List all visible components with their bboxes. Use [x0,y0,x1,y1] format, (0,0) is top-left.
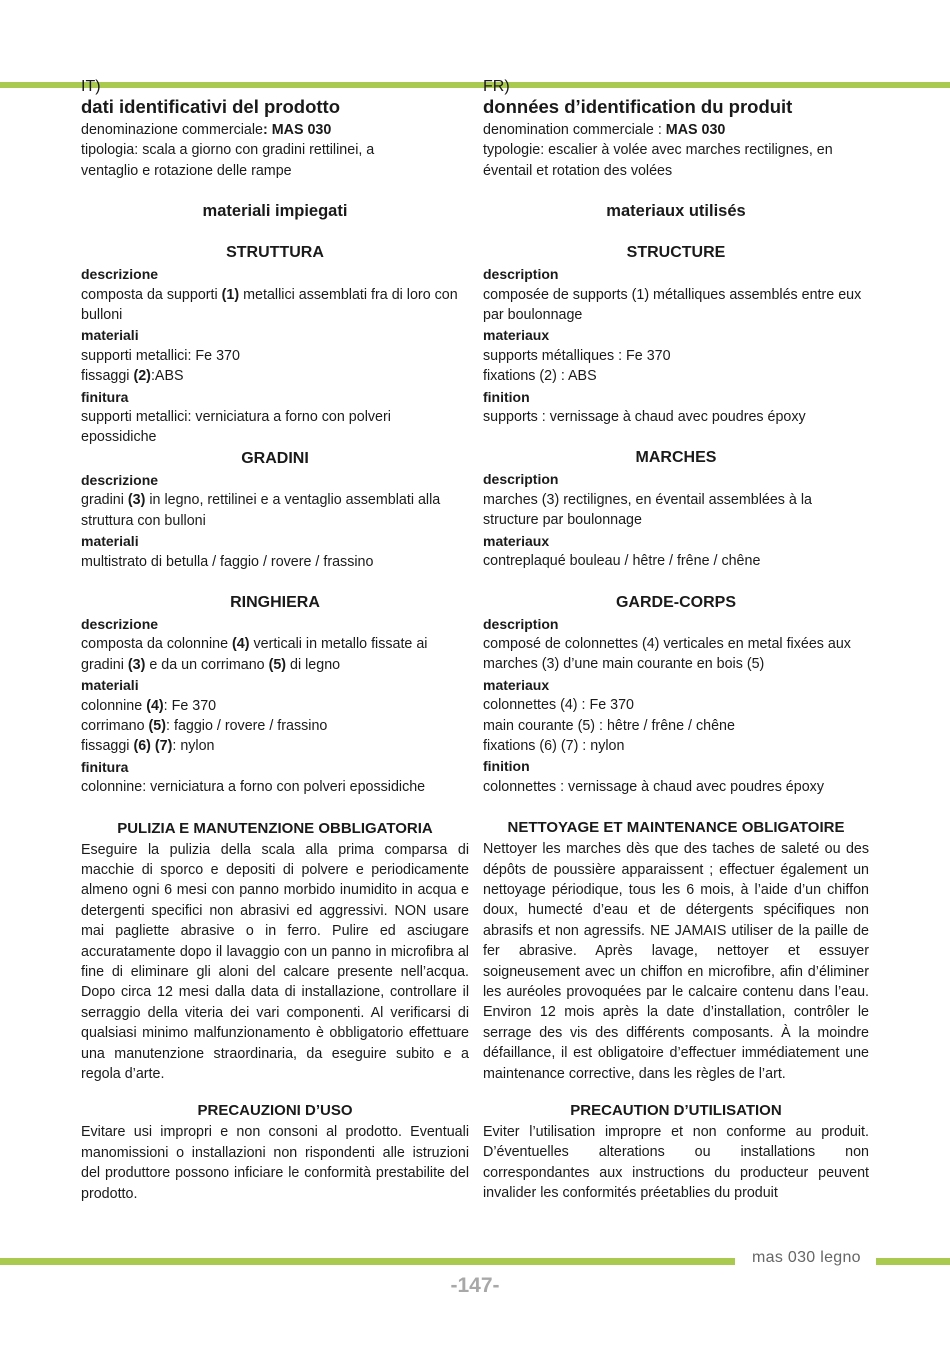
structure-mat-label-it: materiali [81,327,139,344]
railing-fin-1-fr: colonnettes : vernissage à chaud avec poudres époxy [483,778,824,795]
railing-desc-label-it: descrizione [81,615,159,632]
structure-mat-2-it: fissaggi (2):ABS [81,368,184,385]
structure-mat-label-fr: materiaux [483,327,550,344]
materials-heading-it: materiali impiegati [202,202,348,221]
bottom-accent-bar-left [0,1258,735,1265]
commercial-name-it: denominazione commerciale: MAS 030 [81,122,332,138]
steps-mat-label-it: materiali [81,533,139,550]
structure-mat-1-fr: supports métalliques : Fe 370 [483,347,671,364]
structure-desc-label-it: descrizione [81,266,159,283]
steps-mat-label-fr: materiaux [483,532,550,549]
type-line-1-it: tipologia: scala a giorno con gradini rettilinei, a [81,142,375,159]
precautions-heading-fr: PRECAUTION D’UTILISATION [570,1102,782,1120]
railing-mat-2-fr: main courante (5) : hêtre / frêne / chêne [483,717,735,734]
steps-heading-fr: MARCHES [635,449,717,467]
railing-mat-label-fr: materiaux [483,676,550,693]
structure-desc-fr: composée de supports (1) métalliques assemblés entre eux par boulonnage [483,286,862,324]
railing-mat-3-it: fissaggi (6) (7): nylon [81,738,215,755]
structure-fin-1-fr: supports : vernissage à chaud avec poudres époxy [483,409,806,426]
product-id-title-fr: données d’identification du produit [483,96,793,117]
precautions-text-it: Evitare usi impropri e non consoni al prodotto. Eventuali manomissioni o installazioni non rispondenti alle istruzioni del produttore possono inficiare le conformità prestabilite del prodotto. [81,1124,469,1202]
railing-mat-1-it: colonnine (4): Fe 370 [81,697,217,714]
structure-desc-label-fr: description [483,266,559,283]
structure-mat-1-it: supporti metallici: Fe 370 [81,347,240,364]
railing-desc-fr: composé de colonnettes (4) verticales en metal fixées aux marches (3) d’une main courante en bois (5) [483,635,851,673]
railing-heading-fr: GARDE-CORPS [615,593,736,611]
language-label-it: IT) [81,78,101,95]
railing-mat-label-it: materiali [81,677,139,694]
structure-mat-2-fr: fixations (2) : ABS [483,368,597,385]
steps-desc-label-fr: description [483,471,559,488]
structure-fin-label-fr: finition [483,388,530,405]
maintenance-heading-fr: NETTOYAGE ET MAINTENANCE OBLIGATOIRE [507,819,845,837]
railing-mat-1-fr: colonnettes (4) : Fe 370 [483,697,634,714]
railing-fin-1-it: colonnine: verniciatura a forno con polveri epossidiche [81,779,426,796]
steps-heading-it: GRADINI [241,449,309,467]
type-line-1-fr: typologie: escalier à volée avec marches rectilignes, en [483,142,833,159]
language-label-fr: FR) [483,78,510,95]
footer-brand: mas 030 legno [752,1249,861,1266]
steps-desc-label-it: descrizione [81,471,159,488]
maintenance-text-fr: Nettoyer les marches dès que des taches de saleté ou des dépôts de poussière apparaissent ; effectuer également un nettoyage périodique, tous les 6 mois, à l’aide d’un chiffon doux, humecté d’eau et de détergents spécifiques non abrasifs et non agressifs. NE JAMAIS utiliser de la paille de fer abrasive. Après lavage, nettoyer et essuyer soigneusement avec un chiffon en microfibre, afin d’éliminer les auréoles provoquées par le calcaire contenu dans l’eau. Environ 12 mois après la date d’installation, contrôler le serrage des vis des différents composants. À la moindre défaillance, il est obligatoire d’effectuer immédiatement une maintenance corrective, dans les règles de l’art. [483,841,869,1082]
type-line-2-fr: éventail et rotation des volées [483,162,673,179]
railing-fin-label-it: finitura [81,758,129,775]
structure-fin-1-it: supporti metallici: verniciatura a forno con polveri epossidiche [81,409,391,446]
structure-fin-label-it: finitura [81,388,129,405]
product-id-title-it: dati identificativi del prodotto [81,96,340,117]
structure-heading-fr: STRUCTURE [626,244,726,262]
page-number: -147- [450,1274,500,1297]
italian-column [81,78,469,1204]
railing-desc-label-fr: description [483,615,559,632]
french-column [483,78,869,1204]
bottom-accent-bar-right [876,1258,950,1265]
precautions-text-fr: Eviter l’utilisation impropre et non conforme au produit. D’éventuelles alterations ou installations non correspondantes aux instructions du producteur peuvent invalider les conformités préetablies du produit [483,1124,869,1202]
railing-mat-3-fr: fixations (6) (7) : nylon [483,737,625,754]
steps-desc-it: gradini (3) in legno, rettilinei e a ventaglio assemblati alla struttura con bulloni [81,492,441,529]
commercial-name-fr: denomination commerciale : MAS 030 [483,122,726,138]
precautions-heading-it: PRECAUZIONI D’USO [197,1102,353,1120]
materials-heading-fr: materiaux utilisés [606,202,746,221]
steps-mat-1-it: multistrato di betulla / faggio / rovere / frassino [81,553,374,570]
maintenance-text-it: Eseguire la pulizia della scala alla prima comparsa di macchie di sporco e depositi di polvere e periodicamente almeno ogni 6 mesi con panno morbido inumidito in acqua e detergenti specifici non abrasivi ed aggressivi. NON usare mai pagliette abrasive o in ferro. Pulire ed asciugare accuratamente dopo il lavaggio con un panno in microfibra al fine di eliminare gli aloni del calcare presente nell’acqua. Dopo circa 12 mesi dalla data di installazione, controllare il serraggio della viteria dei vari componenti. Al verificarsi di qualsiasi minimo malfunzionamento è obbligatorio effettuare una manutenzione straordinaria, da eseguire subito e a regola d’arte. [81,841,469,1083]
structure-heading-it: STRUTTURA [226,244,324,262]
steps-mat-1-fr: contreplaqué bouleau / hêtre / frêne / chêne [483,553,761,570]
railing-mat-2-it: corrimano (5): faggio / rovere / frassino [81,717,328,734]
steps-desc-fr: marches (3) rectilignes, en éventail assemblées à la structure par boulonnage [483,491,812,529]
railing-heading-it: RINGHIERA [230,593,320,611]
railing-desc-it: composta da colonnine (4) verticali in metallo fissate ai gradini (3) e da un corrimano (5) di legno [81,636,428,673]
maintenance-heading-it: PULIZIA E MANUTENZIONE OBBLIGATORIA [117,819,433,837]
type-line-2-it: ventaglio e rotazione delle rampe [81,162,292,179]
structure-desc-it: composta da supporti (1) metallici assemblati fra di loro con bulloni [81,286,458,324]
railing-fin-label-fr: finition [483,758,530,775]
